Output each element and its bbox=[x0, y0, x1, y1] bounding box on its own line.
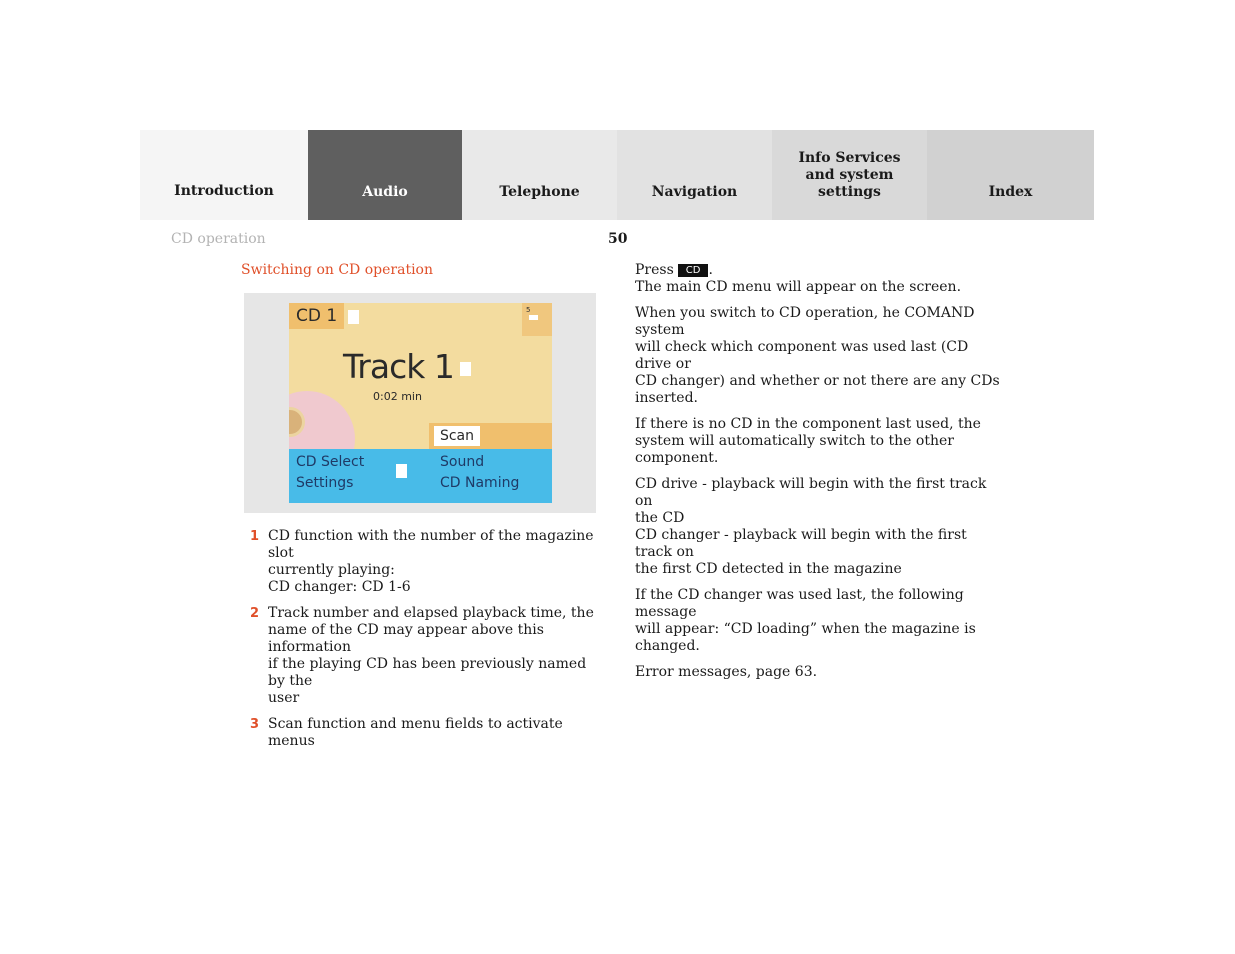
track-title: Track 1 bbox=[343, 347, 454, 386]
cd-label-box bbox=[289, 303, 344, 329]
legend-text: CD function with the number of the magazine slot currently playing: CD changer: CD 1-6 bbox=[268, 528, 594, 595]
paragraph-playback: CD drive - playback will begin with the first track on the CD CD changer - playback will begin with the first track on the first CD detected in the magazine bbox=[635, 476, 987, 577]
status-mark-icon bbox=[529, 315, 538, 320]
tab-telephone[interactable] bbox=[462, 130, 617, 220]
menu-sound[interactable]: Sound bbox=[440, 454, 485, 470]
press-suffix: . bbox=[708, 262, 713, 278]
tab-label: Navigation bbox=[651, 184, 738, 200]
tab-introduction[interactable] bbox=[140, 130, 308, 220]
error-messages-reference[interactable]: Error messages, page 63. bbox=[635, 664, 818, 680]
section-title: CD operation bbox=[171, 231, 266, 247]
legend-number: 2 bbox=[250, 606, 260, 621]
cd-screen-figure bbox=[244, 293, 596, 513]
figure-legend bbox=[250, 528, 602, 759]
callout-marker-3 bbox=[396, 464, 407, 478]
tab-label: Index bbox=[988, 184, 1033, 200]
tab-info-services[interactable] bbox=[772, 130, 927, 220]
legend-number: 1 bbox=[250, 529, 260, 544]
section-tab-bar bbox=[140, 130, 1094, 220]
tab-navigation[interactable] bbox=[617, 130, 772, 220]
cd-main-menu-screen bbox=[289, 303, 552, 503]
legend-number: 3 bbox=[250, 717, 260, 732]
callout-marker-1 bbox=[348, 310, 359, 324]
legend-item bbox=[250, 528, 602, 596]
status-indicator bbox=[522, 303, 552, 336]
tab-audio[interactable] bbox=[308, 130, 462, 220]
paragraph-component-check: When you switch to CD operation, he COMAND system will check which component was used last (CD drive or CD changer) and whether or not there are any CDs inserted. bbox=[635, 305, 1000, 406]
scan-button[interactable]: Scan bbox=[434, 426, 480, 446]
tab-index[interactable] bbox=[927, 130, 1094, 220]
legend-text: Track number and elapsed playback time, the name of the CD may appear above this information if the playing CD has been previously named by the user bbox=[268, 605, 594, 706]
press-instruction bbox=[635, 262, 1005, 296]
tab-label: Audio bbox=[362, 184, 408, 200]
menu-fields bbox=[289, 449, 552, 503]
tab-label: Telephone bbox=[499, 184, 580, 200]
tab-label: Info Services and system settings bbox=[798, 150, 901, 200]
menu-settings[interactable]: Settings bbox=[296, 475, 354, 491]
menu-cd-naming[interactable]: CD Naming bbox=[440, 475, 520, 491]
cd-slot-label: CD 1 bbox=[296, 306, 338, 326]
section-heading: Switching on CD operation bbox=[241, 262, 433, 278]
page-number: 50 bbox=[608, 231, 628, 247]
status-indicator-text: 5 bbox=[526, 306, 531, 314]
instructions-column bbox=[635, 262, 1005, 690]
tab-label: Introduction bbox=[174, 183, 274, 199]
disc-hub bbox=[289, 407, 305, 437]
main-menu-note: The main CD menu will appear on the screen. bbox=[635, 279, 962, 295]
elapsed-time: 0:02 min bbox=[373, 390, 422, 403]
cd-key-icon: CD bbox=[678, 264, 709, 277]
legend-item bbox=[250, 716, 602, 750]
press-label: Press bbox=[635, 262, 674, 278]
legend-text: Scan function and menu fields to activate menus bbox=[268, 716, 563, 749]
legend-item bbox=[250, 605, 602, 707]
paragraph-cd-loading: If the CD changer was used last, the following message will appear: “CD loading” when the magazine is changed. bbox=[635, 587, 976, 654]
menu-cd-select[interactable]: CD Select bbox=[296, 454, 365, 470]
callout-marker-2 bbox=[460, 362, 471, 376]
paragraph-no-cd: If there is no CD in the component last used, the system will automatically switch to the other component. bbox=[635, 416, 981, 466]
